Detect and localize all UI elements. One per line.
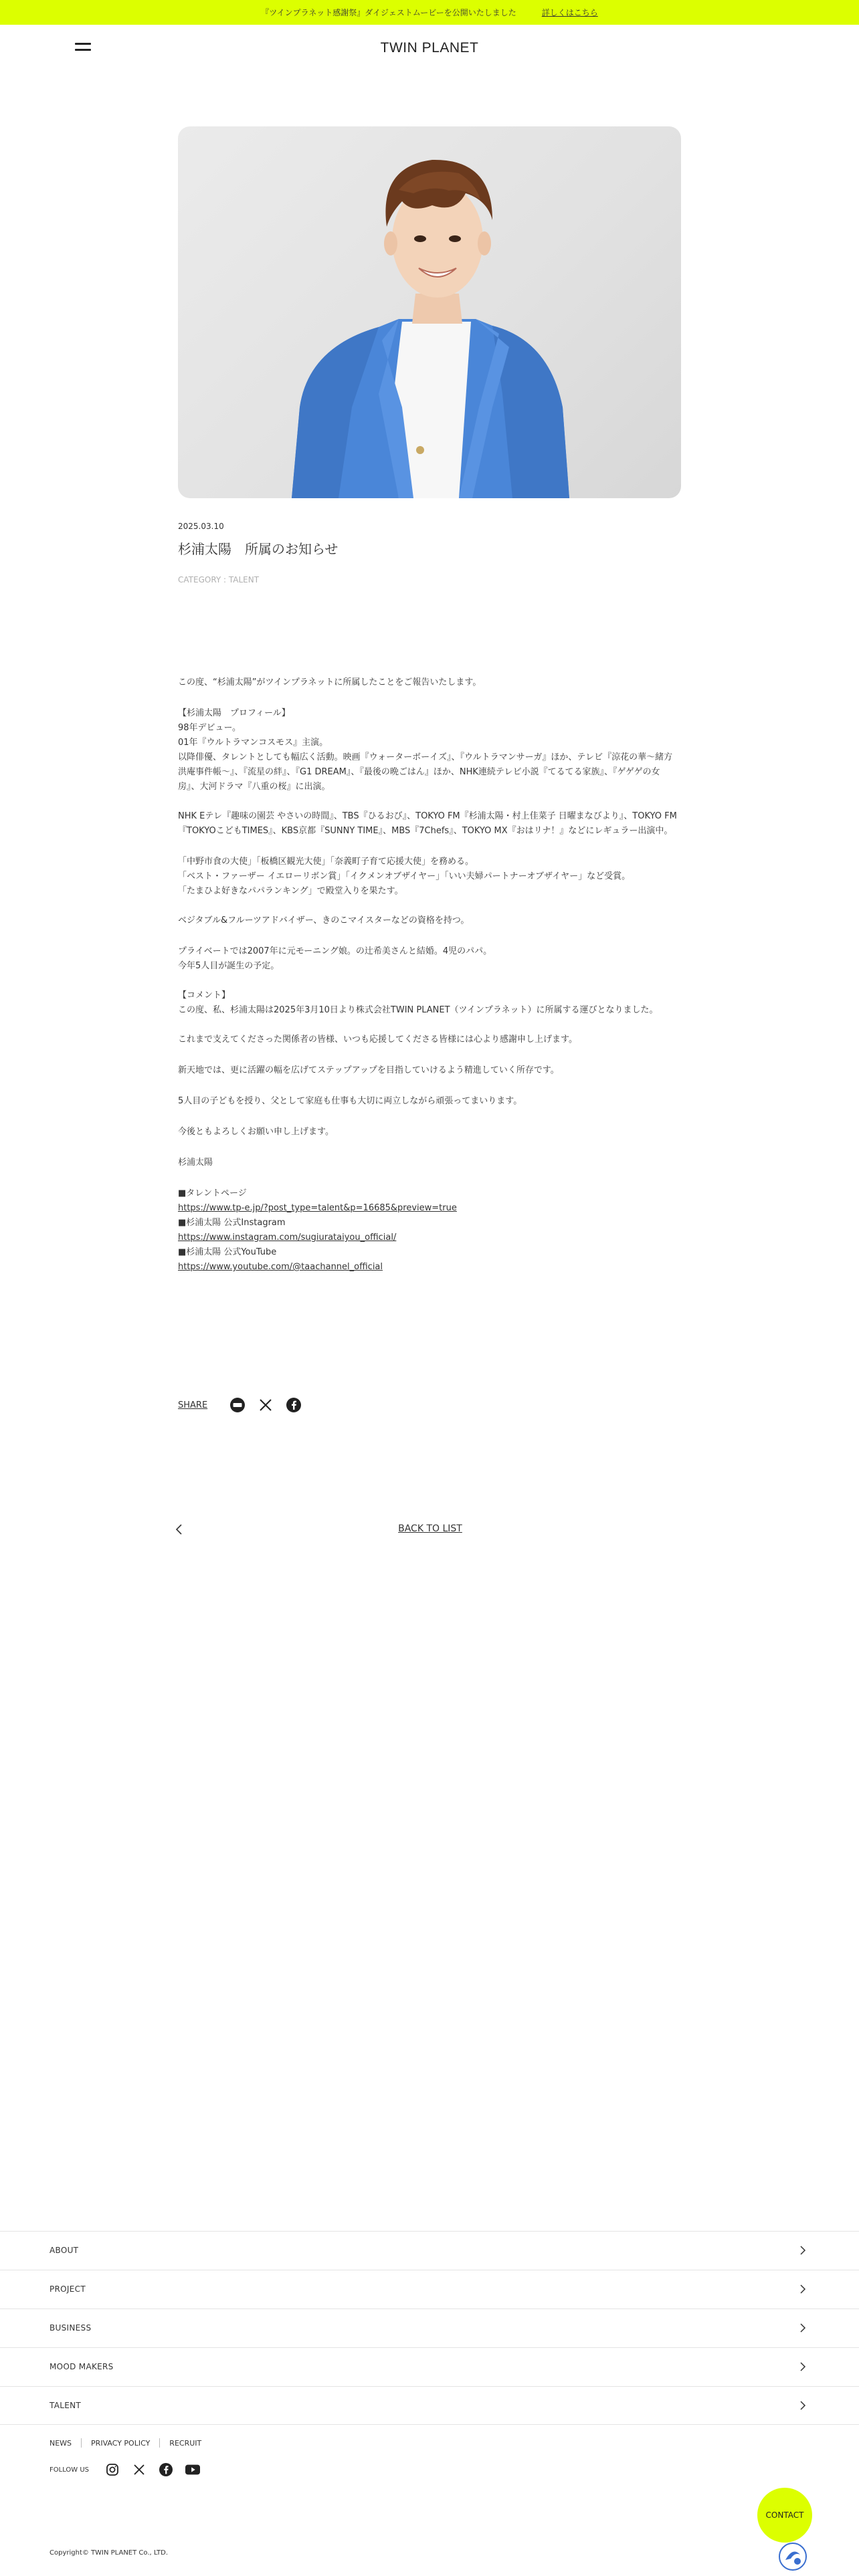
article-body [178,675,681,1275]
instagram-icon[interactable] [105,2462,120,2477]
comment-heading: 【コメント】 [178,990,231,1000]
youtube-icon[interactable] [185,2462,200,2477]
footer-nav-label: BUSINESS [50,2323,92,2333]
body-advisor: ベジタブル&フルーツアドバイザー、きのこマイスターなどの資格を持つ。 [178,916,470,926]
share-label: SHARE [178,1400,208,1410]
body-private: 今年5人目が誕生の予定。 [178,961,280,971]
chevron-right-icon [797,2361,808,2372]
contact-button[interactable]: CONTACT [757,2488,812,2543]
footer-link-news[interactable]: NEWS [50,2438,72,2448]
instagram-label: ■杉浦太陽 公式Instagram [178,1218,286,1228]
site-header [0,25,859,72]
company-mark-icon [777,2541,808,2572]
divider [81,2438,82,2448]
body-private: プライベートでは2007年に元モーニング娘。の辻希美さんと結婚。4児のパパ。 [178,946,492,956]
site-logo[interactable]: TWIN PLANET [380,40,479,56]
facebook-icon[interactable] [159,2462,173,2477]
footer-nav-about[interactable] [0,2231,859,2270]
facebook-icon[interactable] [286,1398,301,1412]
footer-nav-business[interactable] [0,2309,859,2347]
post-date: 2025.03.10 [178,522,224,531]
footer-nav-label: MOOD MAKERS [50,2362,114,2371]
divider [159,2438,160,2448]
follow-label: FOLLOW US [50,2466,90,2474]
profile-line: 以降俳優、タレントとしても幅広く活動。映画『ウォーターボーイズ』、『ウルトラマンサーガ』ほか、テレビ『涼花の華～緒方洪庵事件帳～』、『流星の絆』、『G1 DREAM』、『最後の晩ごはん』ほか、NHK連続テレビ小説『てるてる家族』、『ゲゲゲの女房』、大河ドラマ『八重の桜』に出演。 [178,752,673,792]
signature: 杉浦太陽 [178,1158,213,1168]
back-to-list-link[interactable]: BACK TO LIST [398,1523,462,1534]
chevron-right-icon [797,2323,808,2333]
article-hero-image [178,126,681,498]
line-icon[interactable] [230,1398,245,1412]
back-to-list [173,1521,688,1537]
body-awards: 「たまひよ好きなパパランキング」で殿堂入りを果たす。 [178,886,403,896]
banner-link[interactable]: 詳しくはこちら [541,8,598,17]
talent-page-label: ■タレントページ [178,1188,247,1198]
footer-nav-label: TALENT [50,2401,81,2410]
footer-links [50,2438,201,2448]
share-bar [178,1398,314,1412]
footer-nav-mood-makers[interactable] [0,2347,859,2386]
page-title: 杉浦太陽 所属のお知らせ [178,541,339,557]
body-media: NHK Eテレ『趣味の園芸 やさいの時間』、TBS『ひるおび』、TOKYO FM『杉浦太陽・村上佳菜子 日曜まなびより』、TOKYO FM『TOKYOこどもTIMES』、KBS京都『SUNNY TIME』、MBS『7Chefs』、TOKYO MX『おはリナ！』などにレギュラー出演中。 [178,811,677,836]
x-icon[interactable] [132,2462,147,2477]
instagram-link[interactable]: https://www.instagram.com/sugiurataiyou_official/ [178,1232,397,1243]
footer-link-privacy-policy[interactable]: PRIVACY POLICY [91,2438,151,2448]
x-icon[interactable] [258,1398,273,1412]
footer-nav-talent[interactable] [0,2386,859,2425]
youtube-link[interactable]: https://www.youtube.com/@taachannel_official [178,1262,383,1272]
follow-us [50,2462,212,2477]
chevron-right-icon [797,2284,808,2294]
body-awards: 「中野市食の大使」「板橋区観光大使」「奈義町子育て応援大使」を務める。 [178,857,474,867]
copyright: Copyright© TWIN PLANET Co., LTD. [50,2549,169,2557]
youtube-label: ■杉浦太陽 公式YouTube [178,1247,277,1257]
footer-nav [0,2231,859,2425]
body-awards: 「ベスト・ファーザー イエローリボン賞」「イクメンオブザイヤー」「いい夫婦パートナーオブザイヤー」など受賞。 [178,871,631,881]
comment-paragraph: 今後ともよろしくお願い申し上げます。 [178,1127,334,1137]
profile-line: 98年デビュー。 [178,723,242,733]
talent-portrait [178,126,681,498]
talent-page-link[interactable]: https://www.tp-e.jp/?post_type=talent&p=16685&preview=true [178,1203,457,1213]
chevron-right-icon [797,2245,808,2256]
profile-heading: 【杉浦太陽 プロフィール】 [178,708,290,718]
announcement-banner [0,0,859,25]
comment-paragraph: この度、私、杉浦太陽は2025年3月10日より株式会社TWIN PLANET（ツインプラネット）に所属する運びとなりました。 [178,1005,658,1015]
chevron-right-icon [797,2400,808,2411]
footer-nav-project[interactable] [0,2270,859,2309]
comment-paragraph: これまで支えてくださった関係者の皆様、いつも応援してくださる皆様には心より感謝申し上げます。 [178,1035,577,1045]
footer-nav-label: PROJECT [50,2284,86,2294]
body-intro: この度、“杉浦太陽”がツインプラネットに所属したことをご報告いたします。 [178,677,482,687]
post-category: CATEGORY : TALENT [178,575,260,584]
comment-paragraph: 新天地では、更に活躍の幅を広げてステップアップを目指していけるよう精進していく所存です。 [178,1065,559,1075]
profile-line: 01年『ウルトラマンコスモス』主演。 [178,738,328,748]
comment-paragraph: 5人目の子どもを授り、父として家庭も仕事も大切に両立しながら頑張ってまいります。 [178,1096,522,1106]
footer-nav-label: ABOUT [50,2246,79,2255]
footer-link-recruit[interactable]: RECRUIT [169,2438,202,2448]
banner-text: 『ツインプラネット感謝祭』ダイジェストムービーを公開いたしました [261,8,516,17]
